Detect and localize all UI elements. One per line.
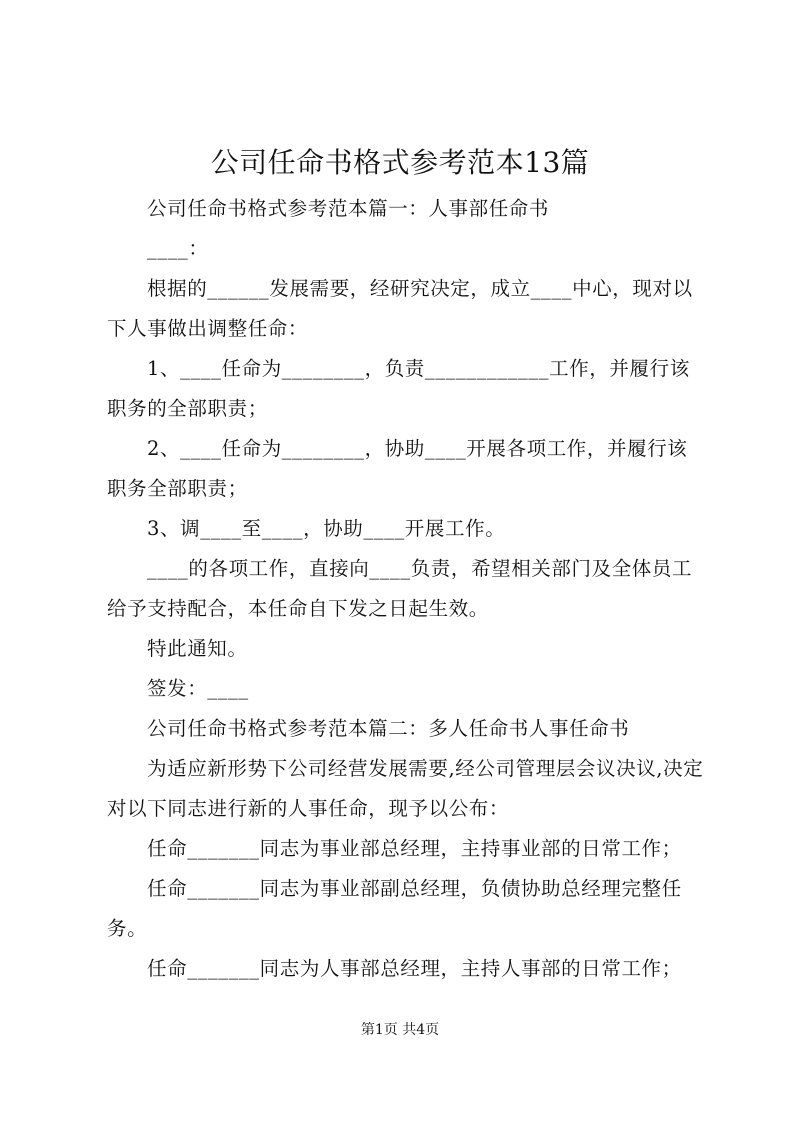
- page-number-footer: 第1页 共4页: [360, 1022, 440, 1038]
- document-title: 公司任命书格式参考范本13篇: [210, 146, 590, 179]
- paragraph-item-2: 2、____任命为________，协助____开展各项工作，并履行该职务全部职责；: [107, 437, 688, 500]
- paragraph-notice: 特此通知。: [147, 637, 248, 660]
- paragraph-section-two-intro: 为适应新形势下公司经营发展需要,经公司管理层会议决议,决定对以下同志进行新的人事任命，现予以公布：: [107, 757, 704, 820]
- paragraph-section-one-heading: 公司任命书格式参考范本篇一：人事部任命书: [147, 197, 550, 220]
- paragraph-addressee: ____：: [147, 237, 209, 260]
- paragraph-appointment-2: 任命_______同志为事业部副总经理，负债协助总经理完整任务。: [107, 877, 682, 940]
- paragraph-responsibility: ____的各项工作，直接向____负责，希望相关部门及全体员工给予支持配合，本任命自下发之日起生效。: [107, 557, 693, 620]
- document-body: [107, 189, 707, 989]
- paragraph-appointment-1: 任命_______同志为事业部总经理，主持事业部的日常工作；: [147, 837, 682, 860]
- paragraph-intro: 根据的______发展需要，经研究决定，成立____中心，现对以下人事做出调整任命：: [107, 277, 693, 340]
- paragraph-appointment-3: 任命_______同志为人事部总经理，主持人事部的日常工作；: [147, 957, 682, 980]
- paragraph-item-1: 1、____任命为________，负责____________工作，并履行该职务的全部职责；: [107, 357, 690, 420]
- paragraph-signature: 签发：____: [147, 677, 249, 700]
- paragraph-item-3: 3、调____至____，协助____开展工作。: [147, 517, 506, 540]
- paragraph-section-two-heading: 公司任命书格式参考范本篇二：多人任命书人事任命书: [147, 717, 630, 740]
